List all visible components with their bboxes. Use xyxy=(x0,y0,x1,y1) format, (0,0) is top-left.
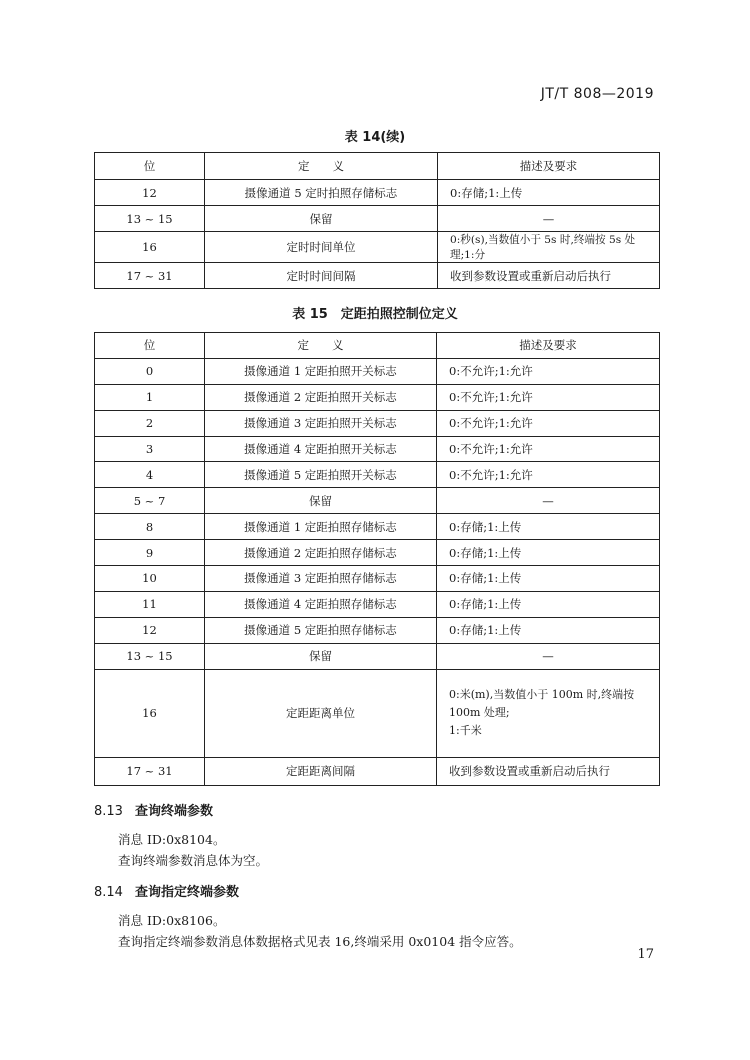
cell-definition: 摄像通道 5 定时拍照存储标志 xyxy=(205,180,438,206)
paragraph-line: 查询终端参数消息体为空。 xyxy=(118,853,269,868)
table-row xyxy=(95,232,660,263)
table-row xyxy=(95,488,660,514)
cell-bit: 10 xyxy=(95,566,205,592)
cell-bit: 11 xyxy=(95,591,205,617)
cell-definition: 定时时间单位 xyxy=(205,232,438,263)
section-title: 查询指定终端参数 xyxy=(134,885,239,900)
cell-bit: 17 ~ 31 xyxy=(95,263,205,289)
cell-description: 0:存储;1:上传 xyxy=(437,617,660,643)
table-row xyxy=(95,591,660,617)
cell-bit: 16 xyxy=(95,669,205,757)
cell-definition: 定时时间间隔 xyxy=(205,263,438,289)
cell-definition: 摄像通道 4 定距拍照存储标志 xyxy=(205,591,437,617)
cell-description: 0:不允许;1:允许 xyxy=(437,436,660,462)
table-row xyxy=(95,358,660,384)
cell-definition: 摄像通道 2 定距拍照存储标志 xyxy=(205,540,437,566)
cell-description: 0:存储;1:上传 xyxy=(438,180,660,206)
cell-bit: 3 xyxy=(95,436,205,462)
table14-caption: 表 14(续) xyxy=(344,130,406,145)
cell-description: 0:不允许;1:允许 xyxy=(437,462,660,488)
description-line: 1:千米 xyxy=(449,724,482,738)
table-row xyxy=(95,617,660,643)
table15-caption: 表 15 定距拍照控制位定义 xyxy=(292,307,458,322)
cell-description: 0:存储;1:上传 xyxy=(437,514,660,540)
paragraph-line: 消息 ID:0x8104。 xyxy=(118,832,226,847)
cell-bit: 9 xyxy=(95,540,205,566)
paragraph-line: 查询指定终端参数消息体数据格式见表 16,终端采用 0x0104 指令应答。 xyxy=(118,934,522,949)
column-header-definition: 定 义 xyxy=(205,153,438,180)
standard-code: JT/T 808—2019 xyxy=(540,86,654,102)
cell-definition: 摄像通道 3 定距拍照存储标志 xyxy=(205,566,437,592)
cell-definition: 摄像通道 2 定距拍照开关标志 xyxy=(205,384,437,410)
table-row xyxy=(95,263,660,289)
cell-bit: 1 xyxy=(95,384,205,410)
cell-description: 0:存储;1:上传 xyxy=(437,566,660,592)
table-row xyxy=(95,180,660,206)
cell-definition: 摄像通道 1 定距拍照开关标志 xyxy=(205,358,437,384)
cell-bit: 4 xyxy=(95,462,205,488)
section-heading-8-13 xyxy=(94,800,213,819)
column-header-description: 描述及要求 xyxy=(437,333,660,359)
cell-bit: 12 xyxy=(95,617,205,643)
cell-definition: 摄像通道 1 定距拍照存储标志 xyxy=(205,514,437,540)
cell-definition: 摄像通道 5 定距拍照开关标志 xyxy=(205,462,437,488)
cell-definition: 摄像通道 4 定距拍照开关标志 xyxy=(205,436,437,462)
cell-description: 0:存储;1:上传 xyxy=(437,591,660,617)
cell-description xyxy=(437,669,660,757)
cell-definition: 摄像通道 3 定距拍照开关标志 xyxy=(205,410,437,436)
cell-bit: 17 ~ 31 xyxy=(95,757,205,785)
cell-bit: 5 ~ 7 xyxy=(95,488,205,514)
table-row xyxy=(95,462,660,488)
cell-description: 0:不允许;1:允许 xyxy=(437,358,660,384)
cell-bit: 8 xyxy=(95,514,205,540)
cell-description: 0:不允许;1:允许 xyxy=(437,384,660,410)
section-number: 8.14 xyxy=(94,885,123,900)
cell-description: — xyxy=(438,206,660,232)
cell-definition: 摄像通道 5 定距拍照存储标志 xyxy=(205,617,437,643)
cell-description: 收到参数设置或重新启动后执行 xyxy=(438,263,660,289)
table-row xyxy=(95,436,660,462)
table14 xyxy=(94,152,660,289)
cell-definition: 保留 xyxy=(205,206,438,232)
cell-bit: 12 xyxy=(95,180,205,206)
cell-description: 收到参数设置或重新启动后执行 xyxy=(437,757,660,785)
column-header-description: 描述及要求 xyxy=(438,153,660,180)
section-title: 查询终端参数 xyxy=(134,804,213,819)
table-row xyxy=(95,384,660,410)
cell-definition: 保留 xyxy=(205,643,437,669)
cell-description: 0:秒(s),当数值小于 5s 时,终端按 5s 处理;1:分 xyxy=(438,232,660,263)
table-header-row xyxy=(95,333,660,359)
column-header-bit: 位 xyxy=(95,153,205,180)
cell-description: 0:存储;1:上传 xyxy=(437,540,660,566)
table-row xyxy=(95,540,660,566)
column-header-definition: 定 义 xyxy=(205,333,437,359)
cell-description: — xyxy=(437,488,660,514)
page-number: 17 xyxy=(637,947,654,962)
table-row xyxy=(95,410,660,436)
description-line: 0:米(m),当数值小于 100m 时,终端按 xyxy=(449,688,635,702)
section-heading-8-14 xyxy=(94,881,239,900)
cell-bit: 16 xyxy=(95,232,205,263)
table-row xyxy=(95,566,660,592)
column-header-bit: 位 xyxy=(95,333,205,359)
table-row xyxy=(95,514,660,540)
paragraph-line: 消息 ID:0x8106。 xyxy=(118,913,226,928)
cell-description: 0:不允许;1:允许 xyxy=(437,410,660,436)
cell-definition: 定距距离单位 xyxy=(205,669,437,757)
table15 xyxy=(94,332,660,786)
cell-bit: 0 xyxy=(95,358,205,384)
section-number: 8.13 xyxy=(94,804,123,819)
description-line: 100m 处理; xyxy=(449,706,510,720)
cell-bit: 13 ~ 15 xyxy=(95,643,205,669)
cell-bit: 13 ~ 15 xyxy=(95,206,205,232)
cell-definition: 保留 xyxy=(205,488,437,514)
table-header-row xyxy=(95,153,660,180)
table-row xyxy=(95,643,660,669)
table-row xyxy=(95,669,660,757)
cell-description: — xyxy=(437,643,660,669)
cell-definition: 定距距离间隔 xyxy=(205,757,437,785)
cell-bit: 2 xyxy=(95,410,205,436)
table-row xyxy=(95,757,660,785)
table-row xyxy=(95,206,660,232)
